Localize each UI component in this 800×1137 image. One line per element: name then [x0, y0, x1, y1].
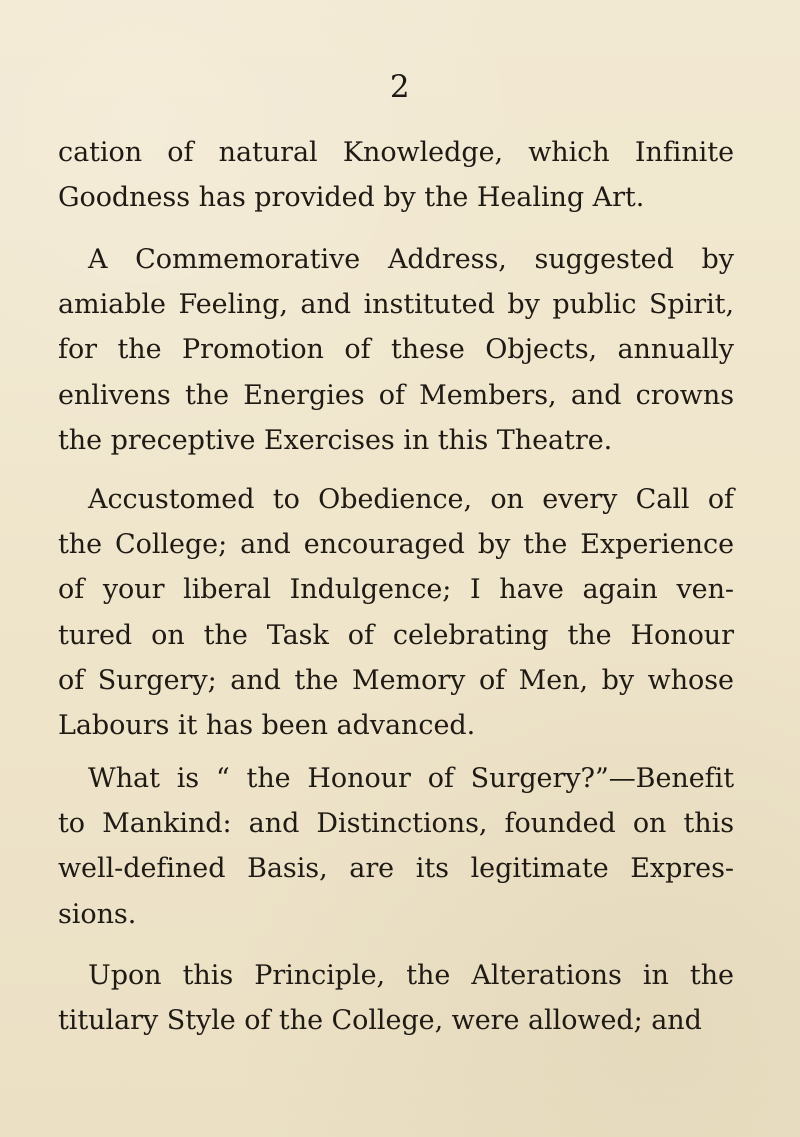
paragraph-5-line-1: Upon this Principle, the Alterations in the [88, 960, 734, 991]
paragraph-1-line-1: cation of natural Knowledge, which Infinite [58, 137, 734, 168]
paragraph-4 [58, 756, 734, 937]
paragraph-4-line-4: sions. [58, 898, 137, 930]
paragraph-4-line-1: What is “ the Honour of Surgery?”—Benefit [88, 763, 734, 794]
paragraph-3-line-1: Accustomed to Obedience, on every Call of [88, 484, 734, 515]
paragraph-3-line-2: the College; and encouraged by the Experience [58, 529, 734, 561]
paragraph-2-line-5: the preceptive Exercises in this Theatre. [58, 424, 613, 456]
paragraph-3-line-5: of Surgery; and the Memory of Men, by whose [58, 664, 734, 696]
paragraph-5-line-2: titulary Style of the College, were allowed; and [58, 1005, 702, 1037]
paragraph-3-line-4: tured on the Task of celebrating the Honour [58, 619, 734, 651]
paragraph-3 [58, 477, 734, 748]
paragraph-2-line-3: for the Promotion of these Objects, annually [58, 334, 734, 366]
paragraph-2-line-2: amiable Feeling, and instituted by public Spirit, [58, 289, 734, 321]
paragraph-2-line-4: enlivens the Energies of Members, and crowns [58, 379, 734, 411]
paragraph-1-line-2: Goodness has provided by the Healing Art. [58, 182, 645, 214]
paragraph-4-line-3: well-defined Basis, are its legitimate Expres- [58, 853, 734, 885]
paragraph-4-line-2: to Mankind: and Distinctions, founded on this [58, 808, 734, 840]
paragraph-2 [58, 237, 734, 463]
paragraph-1 [58, 130, 734, 220]
paragraph-3-line-6: Labours it has been advanced. [58, 710, 476, 742]
paragraph-2-line-1: A Commemorative Address, suggested by [88, 244, 734, 275]
paragraph-3-line-3: of your liberal Indulgence; I have again ven- [58, 574, 734, 606]
paragraph-5 [58, 953, 734, 1043]
page-number: 2 [389, 69, 411, 105]
